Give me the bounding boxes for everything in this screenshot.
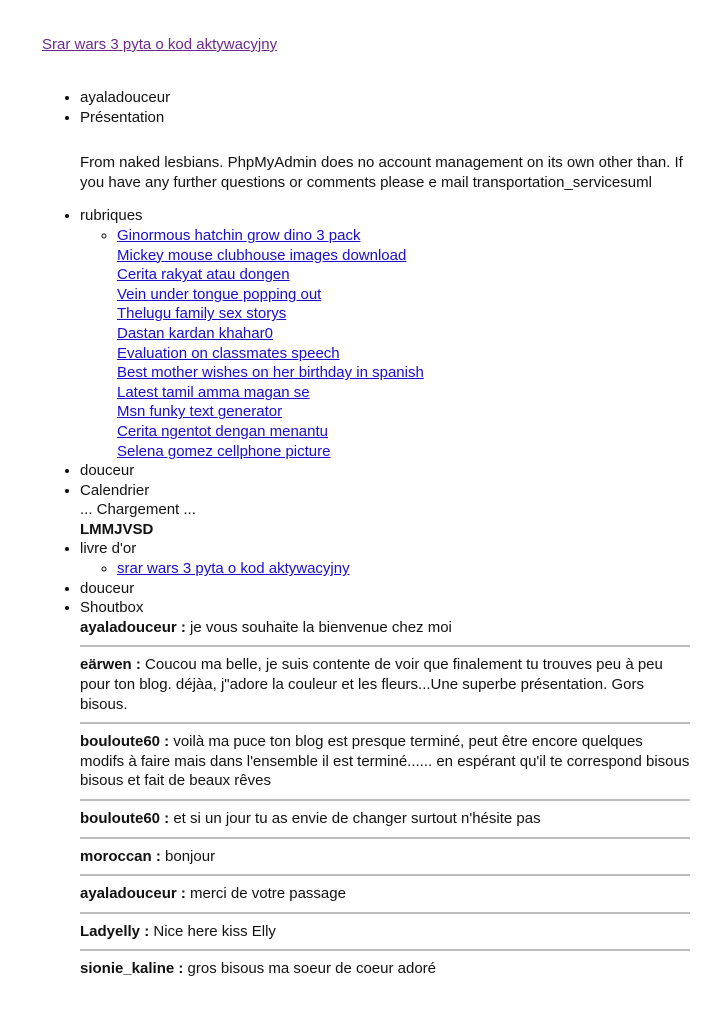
shoutbox-section	[80, 598, 690, 987]
livre-dor-label: • livre d'or	[80, 540, 137, 558]
shout-author: ayaladouceur :	[80, 618, 186, 636]
shout-message	[80, 884, 690, 914]
shout-message	[80, 655, 690, 724]
rubrique-item	[117, 304, 690, 324]
nav-item-ayaladouceur	[80, 88, 690, 108]
rubrique-link[interactable]: Evaluation on classmates speech	[117, 344, 340, 362]
shout-text: bonjour	[160, 847, 216, 865]
presentation-text: From naked lesbians. PhpMyAdmin does no account management on its own other than. If you have any further questions or comments please e mail transportation_servicesuml	[80, 154, 683, 191]
nav-item-presentation	[80, 108, 690, 193]
douceur-section-2	[80, 579, 690, 599]
main-menu	[80, 88, 690, 995]
nav-item-ayaladouceur-label: • ayaladouceur	[80, 89, 171, 106]
rubrique-link[interactable]: Mickey mouse clubhouse images download	[117, 246, 407, 264]
shout-author: moroccan :	[80, 847, 161, 865]
livre-dor-item	[117, 559, 690, 579]
shout-message	[80, 809, 690, 839]
shout-author: ayaladouceur :	[80, 885, 186, 903]
douceur-label-2: • douceur	[80, 579, 135, 597]
shout-message	[80, 732, 690, 801]
shout-text: je vous souhaite la bienvenue chez moi	[185, 618, 452, 636]
rubrique-link[interactable]: Cerita rakyat atau dongen	[117, 266, 290, 284]
shoutbox-label: • Shoutbox	[80, 599, 144, 617]
shout-message	[80, 959, 690, 987]
rubrique-item	[117, 265, 690, 285]
shout-text: gros bisous ma soeur de coeur adoré	[183, 960, 437, 978]
nav-item-presentation-label: • Présentation	[80, 108, 165, 126]
livre-dor-link[interactable]: srar wars 3 pyta o kod aktywacyjny	[117, 560, 350, 578]
rubrique-item	[117, 324, 690, 344]
rubriques-label: • rubriques	[80, 207, 143, 225]
calendrier-section	[80, 481, 690, 540]
shout-message	[80, 618, 690, 648]
rubrique-link[interactable]: Ginormous hatchin grow dino 3 pack	[117, 226, 361, 244]
rubrique-item	[117, 246, 690, 266]
shout-text: et si un jour tu as envie de changer surtout n'hésite pas	[169, 810, 541, 827]
shout-author: bouloute60 :	[80, 810, 170, 827]
shout-message	[80, 922, 690, 952]
shout-author: eärwen :	[80, 656, 141, 674]
rubrique-link[interactable]: Dastan kardan khahar0	[117, 324, 273, 342]
calendrier-label: • Calendrier	[80, 481, 150, 499]
top-title-link[interactable]: Srar wars 3 pyta o kod aktywacyjny	[42, 36, 278, 53]
shout-author: bouloute60 :	[80, 733, 170, 751]
rubrique-link[interactable]: Thelugu family sex storys	[117, 305, 287, 323]
rubrique-item	[117, 422, 690, 442]
rubrique-item	[117, 442, 690, 462]
shout-text: Nice here kiss Elly	[149, 922, 276, 940]
rubrique-link[interactable]: Vein under tongue popping out	[117, 285, 322, 303]
rubrique-item	[117, 285, 690, 305]
livre-dor-section	[80, 539, 690, 578]
douceur-label: • douceur	[80, 462, 135, 480]
rubrique-item	[117, 363, 690, 383]
rubriques-section	[80, 206, 690, 461]
rubrique-link[interactable]: Selena gomez cellphone picture	[117, 442, 331, 460]
douceur-section	[80, 461, 690, 481]
rubrique-link[interactable]: Best mother wishes on her birthday in spanish	[117, 364, 424, 382]
rubrique-link[interactable]: Cerita ngentot dengan menantu	[117, 422, 328, 440]
rubrique-link[interactable]: Latest tamil amma magan se	[117, 383, 310, 401]
rubrique-item	[117, 402, 690, 422]
rubrique-item	[117, 344, 690, 364]
shout-author: sionie_kaline :	[80, 960, 184, 978]
calendar-weekdays: LMMJVSD	[80, 520, 154, 538]
shout-text: Coucou ma belle, je suis contente de voir que finalement tu trouves peu à peu pour ton blog. déjàa, j"adore la couleur et les fleurs...Une superbe présentation. Gors bisous.	[80, 656, 663, 713]
rubrique-link[interactable]: Msn funky text generator	[117, 403, 283, 421]
shout-message	[80, 847, 690, 877]
shout-text: voilà ma puce ton blog est presque terminé, peut être encore quelques modifs à faire mais dans l'ensemble il est terminé...... en espérant qu'il te correspond bisous bisous et fait de beaux rêves	[80, 733, 690, 790]
rubrique-item	[117, 383, 690, 403]
rubriques-list	[80, 226, 690, 461]
rubrique-item	[117, 226, 690, 246]
livre-dor-list	[80, 559, 690, 579]
shoutbox-messages	[80, 618, 690, 987]
calendar-loading-text: ... Chargement ...	[80, 501, 196, 519]
shout-author: Ladyelly :	[80, 922, 150, 940]
shout-text: merci de votre passage	[185, 885, 346, 903]
